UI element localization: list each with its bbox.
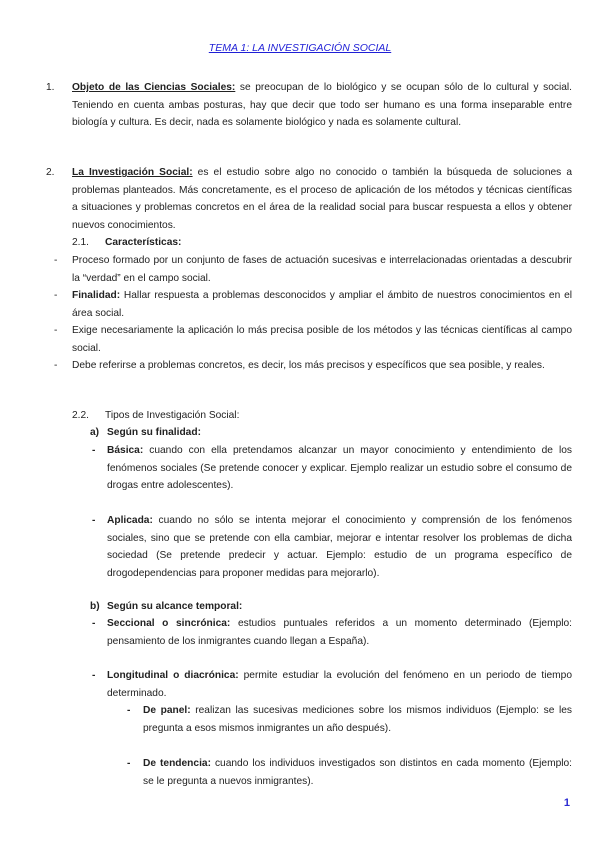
list-dash: - xyxy=(54,255,58,266)
characteristic-item: Exige necesariamente la aplicación lo más precisa posible de los métodos y las técnicas científicas al campo social. xyxy=(72,325,572,354)
characteristic-item: Proceso formado por un conjunto de fases de actuación sucesivas e interrelacionadas orientadas a descubrir la “verdad” en el campo social. xyxy=(72,255,572,284)
section-2-paragraph xyxy=(72,164,572,234)
section-2-text: es el estudio sobre algo no conocido o también la búsqueda de soluciones a problemas planteados. Más concretamente, es el proceso de aplicación de los métodos y técnicas científicas a situaciones y problemas concretos en el área de la realidad social para buscar respuesta a ellos y obtener nuevos conocimientos. xyxy=(72,167,573,231)
characteristic-item: Finalidad: Hallar respuesta a problemas desconocidos y ampliar el ámbito de nuestros conocimientos en el área social. xyxy=(72,290,572,319)
type-a-label: a) xyxy=(90,427,100,438)
type-longitudinal: Longitudinal o diacrónica: permite estudiar la evolución del fenómeno en un periodo de tiempo determinado. xyxy=(107,670,572,699)
list-dash: - xyxy=(127,705,131,716)
section-2-heading: La Investigación Social: xyxy=(72,167,193,178)
type-b-heading: Según su alcance temporal: xyxy=(107,601,243,612)
type-tendencia: De tendencia: cuando los individuos investigados son distintos en cada momento (Ejemplo: se le pregunta a nuevos inmigrantes). xyxy=(143,758,572,787)
type-seccional: Seccional o sincrónica: estudios puntuales referidos a un momento determinado (Ejemplo: pensamiento de los inmigrantes cuando llegan a España). xyxy=(107,618,572,647)
list-dash: - xyxy=(127,758,131,769)
list-dash: - xyxy=(54,360,58,371)
type-aplicada: Aplicada: cuando no sólo se intenta mejorar el conocimiento y comprensión de los fenómenos sociales, sino que se pretende con ella cambiar, mejorar e intentar resolver los problemas de dicha sociedad (Se pretende predecir y actuar. Ejemplo: estudio de un programa específico de drogodependencias para proponer medidas para mejorarlo). xyxy=(107,515,572,579)
section-2-number: 2. xyxy=(46,167,55,178)
list-dash: - xyxy=(54,290,58,301)
type-panel: De panel: realizan las sucesivas mediciones sobre los mismos individuos (Ejemplo: se les pregunta a esos mismos inmigrantes un año después). xyxy=(143,705,572,734)
list-dash: - xyxy=(92,515,96,526)
subsection-2-2-heading: Tipos de Investigación Social: xyxy=(105,410,240,421)
section-1-heading: Objeto de las Ciencias Sociales: xyxy=(72,82,236,93)
section-1-paragraph xyxy=(72,79,572,132)
subsection-2-2-number: 2.2. xyxy=(72,410,89,421)
subsection-2-1-number: 2.1. xyxy=(72,237,89,248)
list-dash: - xyxy=(92,618,96,629)
section-1-text: se preocupan de lo biológico y se ocupan sólo de lo cultural y social. Teniendo en cuenta ambas posturas, hay que decir que todo ser humano es una forma inseparable entre biología y cultura. Es decir, nada es solamente biológico y nada es solamente cultural. xyxy=(72,82,572,129)
list-dash: - xyxy=(54,325,58,336)
section-1-number: 1. xyxy=(46,82,55,93)
list-dash: - xyxy=(92,445,96,456)
type-b-label: b) xyxy=(90,601,100,612)
list-dash: - xyxy=(92,670,96,681)
subsection-2-1-heading: Características: xyxy=(105,237,182,248)
type-a-heading: Según su finalidad: xyxy=(107,427,201,438)
type-basica: Básica: cuando con ella pretendamos alcanzar un mayor conocimiento y entendimiento de los fenómenos sociales (Se pretende conocer y explicar. Ejemplo realizar un estudio sobre el consumo de drogas entre adolescentes). xyxy=(107,445,572,492)
page-title: TEMA 1: LA INVESTIGACIÓN SOCIAL xyxy=(208,42,392,54)
page-number: 1 xyxy=(563,797,570,809)
characteristic-item: Debe referirse a problemas concretos, es decir, los más precisos y específicos que sea posible, y reales. xyxy=(72,360,545,371)
